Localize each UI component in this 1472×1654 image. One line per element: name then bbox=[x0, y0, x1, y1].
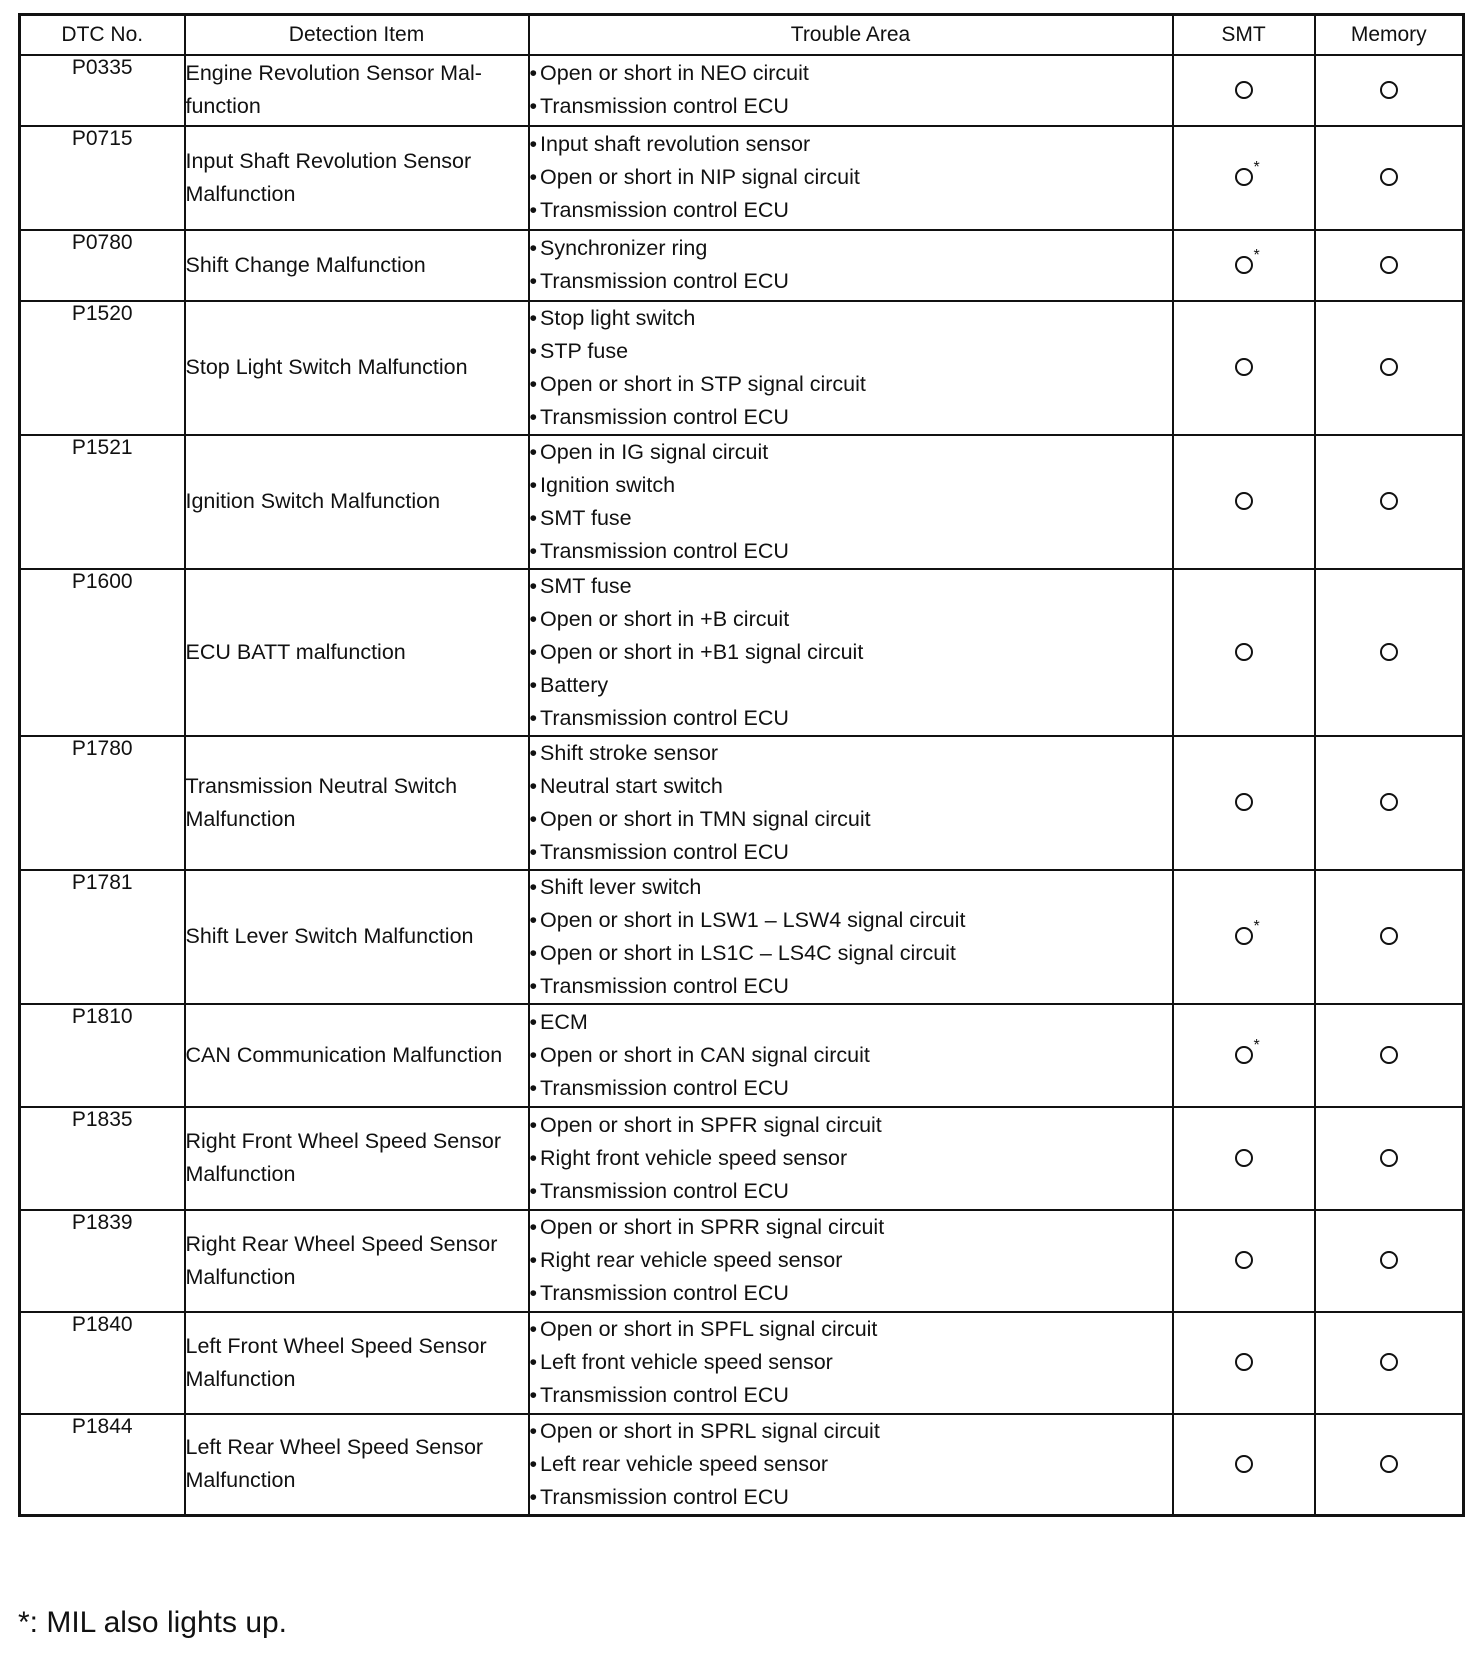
dtc-code: P1520 bbox=[20, 301, 185, 435]
trouble-area-item: • Transmission control ECU bbox=[530, 1175, 1172, 1208]
memory-cell bbox=[1315, 55, 1464, 126]
table-row bbox=[20, 1107, 1464, 1210]
detection-item: Engine Revolution Sensor Mal-function bbox=[185, 55, 529, 126]
trouble-area-item: • Open or short in LSW1 – LSW4 signal circuit bbox=[530, 904, 1172, 937]
circle-icon bbox=[1235, 793, 1253, 811]
smt-cell bbox=[1173, 1004, 1315, 1107]
trouble-area-item: • Right rear vehicle speed sensor bbox=[530, 1244, 1172, 1277]
trouble-area-item: • Transmission control ECU bbox=[530, 702, 1172, 735]
trouble-area-item: • Open or short in +B1 signal circuit bbox=[530, 636, 1172, 669]
trouble-area-item: • Stop light switch bbox=[530, 302, 1172, 335]
table-row bbox=[20, 301, 1464, 435]
header-smt: SMT bbox=[1173, 15, 1315, 55]
trouble-area-list bbox=[530, 570, 1172, 735]
smt-cell bbox=[1173, 55, 1315, 126]
trouble-area bbox=[529, 55, 1173, 126]
circle-icon bbox=[1380, 1455, 1398, 1473]
trouble-area-list bbox=[530, 1109, 1172, 1208]
trouble-area bbox=[529, 736, 1173, 870]
table-row bbox=[20, 1210, 1464, 1312]
detection-item: Left Rear Wheel Speed Sensor Malfunction bbox=[185, 1414, 529, 1516]
header-detection-item: Detection Item bbox=[185, 15, 529, 55]
detection-item: Ignition Switch Malfunction bbox=[185, 435, 529, 569]
memory-cell bbox=[1315, 870, 1464, 1004]
trouble-area-item: • Transmission control ECU bbox=[530, 90, 1172, 123]
circle-icon bbox=[1235, 168, 1253, 186]
table-row bbox=[20, 1004, 1464, 1107]
table-row bbox=[20, 126, 1464, 230]
memory-mark bbox=[1380, 1149, 1398, 1167]
dtc-code: P1840 bbox=[20, 1312, 185, 1414]
detection-item: CAN Communication Malfunction bbox=[185, 1004, 529, 1107]
circle-icon bbox=[1235, 643, 1253, 661]
smt-cell bbox=[1173, 870, 1315, 1004]
footnote: *: MIL also lights up. bbox=[18, 1606, 288, 1639]
circle-icon bbox=[1380, 492, 1398, 510]
smt-mark bbox=[1235, 1353, 1253, 1371]
trouble-area-item: • Transmission control ECU bbox=[530, 194, 1172, 227]
smt-mark bbox=[1235, 358, 1253, 376]
memory-mark bbox=[1380, 81, 1398, 99]
circle-icon bbox=[1380, 1046, 1398, 1064]
trouble-area-list bbox=[530, 1211, 1172, 1310]
mil-star-marker: * bbox=[1253, 159, 1260, 177]
circle-icon bbox=[1380, 643, 1398, 661]
memory-cell bbox=[1315, 230, 1464, 301]
dtc-code: P1781 bbox=[20, 870, 185, 1004]
circle-icon bbox=[1235, 1353, 1253, 1371]
memory-cell bbox=[1315, 569, 1464, 736]
trouble-area-list bbox=[530, 737, 1172, 869]
trouble-area-list bbox=[530, 436, 1172, 568]
trouble-area-list bbox=[530, 871, 1172, 1003]
smt-cell bbox=[1173, 435, 1315, 569]
trouble-area bbox=[529, 569, 1173, 736]
smt-cell bbox=[1173, 1414, 1315, 1516]
smt-cell bbox=[1173, 230, 1315, 301]
circle-icon bbox=[1235, 1455, 1253, 1473]
detection-item: Input Shaft Revolution Sensor Malfunction bbox=[185, 126, 529, 230]
circle-icon bbox=[1380, 793, 1398, 811]
circle-icon bbox=[1235, 1046, 1253, 1064]
circle-icon bbox=[1380, 256, 1398, 274]
detection-item: Transmission Neutral Switch Malfunction bbox=[185, 736, 529, 870]
memory-mark bbox=[1380, 492, 1398, 510]
detection-item: Shift Lever Switch Malfunction bbox=[185, 870, 529, 1004]
table-row bbox=[20, 870, 1464, 1004]
detection-item: ECU BATT malfunction bbox=[185, 569, 529, 736]
trouble-area bbox=[529, 1210, 1173, 1312]
memory-cell bbox=[1315, 126, 1464, 230]
trouble-area-item: • Open or short in NEO circuit bbox=[530, 57, 1172, 90]
detection-item: Stop Light Switch Malfunction bbox=[185, 301, 529, 435]
trouble-area-item: • Open or short in CAN signal circuit bbox=[530, 1039, 1172, 1072]
trouble-area-item: • Transmission control ECU bbox=[530, 1277, 1172, 1310]
trouble-area-item: • Open or short in +B circuit bbox=[530, 603, 1172, 636]
mil-star-marker: * bbox=[1253, 918, 1260, 936]
table-row bbox=[20, 55, 1464, 126]
memory-cell bbox=[1315, 301, 1464, 435]
trouble-area-item: • Open or short in SPFR signal circuit bbox=[530, 1109, 1172, 1142]
detection-item: Shift Change Malfunction bbox=[185, 230, 529, 301]
trouble-area bbox=[529, 1414, 1173, 1516]
smt-cell bbox=[1173, 569, 1315, 736]
memory-mark bbox=[1380, 643, 1398, 661]
table-row bbox=[20, 435, 1464, 569]
trouble-area-list bbox=[530, 1006, 1172, 1105]
trouble-area-item: • Neutral start switch bbox=[530, 770, 1172, 803]
table-row bbox=[20, 230, 1464, 301]
memory-mark bbox=[1380, 793, 1398, 811]
trouble-area-list bbox=[530, 232, 1172, 298]
dtc-code: P1810 bbox=[20, 1004, 185, 1107]
trouble-area-item: • SMT fuse bbox=[530, 502, 1172, 535]
smt-mark bbox=[1235, 1036, 1260, 1064]
memory-cell bbox=[1315, 1312, 1464, 1414]
circle-icon bbox=[1235, 256, 1253, 274]
memory-mark bbox=[1380, 1455, 1398, 1473]
memory-cell bbox=[1315, 736, 1464, 870]
trouble-area-item: • Transmission control ECU bbox=[530, 970, 1172, 1003]
trouble-area-item: • Ignition switch bbox=[530, 469, 1172, 502]
trouble-area-list bbox=[530, 1313, 1172, 1412]
trouble-area bbox=[529, 301, 1173, 435]
detection-item: Left Front Wheel Speed Sensor Malfunction bbox=[185, 1312, 529, 1414]
detection-item: Right Front Wheel Speed Sensor Malfunction bbox=[185, 1107, 529, 1210]
trouble-area-item: • Battery bbox=[530, 669, 1172, 702]
trouble-area-list bbox=[530, 57, 1172, 123]
mil-star-marker: * bbox=[1253, 246, 1260, 264]
trouble-area-item: • Transmission control ECU bbox=[530, 265, 1172, 298]
dtc-code: P0335 bbox=[20, 55, 185, 126]
circle-icon bbox=[1235, 927, 1253, 945]
trouble-area-item: • SMT fuse bbox=[530, 570, 1172, 603]
table-row bbox=[20, 1414, 1464, 1516]
memory-mark bbox=[1380, 168, 1398, 186]
table-row bbox=[20, 736, 1464, 870]
memory-mark bbox=[1380, 256, 1398, 274]
trouble-area-list bbox=[530, 1415, 1172, 1514]
mil-star-marker: * bbox=[1253, 1036, 1260, 1054]
trouble-area-item: • Open or short in NIP signal circuit bbox=[530, 161, 1172, 194]
trouble-area-item: • STP fuse bbox=[530, 335, 1172, 368]
circle-icon bbox=[1235, 492, 1253, 510]
trouble-area-item: • Transmission control ECU bbox=[530, 535, 1172, 568]
smt-mark bbox=[1235, 643, 1253, 661]
trouble-area-item: • Transmission control ECU bbox=[530, 1379, 1172, 1412]
smt-cell bbox=[1173, 1210, 1315, 1312]
trouble-area bbox=[529, 435, 1173, 569]
dtc-code: P1521 bbox=[20, 435, 185, 569]
memory-cell bbox=[1315, 1004, 1464, 1107]
header-dtc-no: DTC No. bbox=[20, 15, 185, 55]
dtc-table-body bbox=[20, 55, 1464, 1516]
trouble-area bbox=[529, 870, 1173, 1004]
trouble-area-item: • Shift lever switch bbox=[530, 871, 1172, 904]
memory-cell bbox=[1315, 1210, 1464, 1312]
trouble-area-item: • Open or short in SPFL signal circuit bbox=[530, 1313, 1172, 1346]
smt-mark bbox=[1235, 918, 1260, 945]
trouble-area bbox=[529, 1312, 1173, 1414]
dtc-code: P1600 bbox=[20, 569, 185, 736]
trouble-area-item: • Left rear vehicle speed sensor bbox=[530, 1448, 1172, 1481]
circle-icon bbox=[1380, 927, 1398, 945]
table-row bbox=[20, 569, 1464, 736]
circle-icon bbox=[1235, 1149, 1253, 1167]
trouble-area bbox=[529, 1004, 1173, 1107]
memory-cell bbox=[1315, 1107, 1464, 1210]
dtc-code: P1844 bbox=[20, 1414, 185, 1516]
dtc-table bbox=[18, 13, 1465, 1517]
circle-icon bbox=[1235, 358, 1253, 376]
memory-mark bbox=[1380, 358, 1398, 376]
trouble-area-item: • Synchronizer ring bbox=[530, 232, 1172, 265]
smt-cell bbox=[1173, 126, 1315, 230]
circle-icon bbox=[1235, 1251, 1253, 1269]
smt-mark bbox=[1235, 793, 1253, 811]
smt-mark bbox=[1235, 246, 1260, 274]
trouble-area-item: • Open or short in SPRR signal circuit bbox=[530, 1211, 1172, 1244]
trouble-area-item: • Transmission control ECU bbox=[530, 401, 1172, 434]
trouble-area-item: • Open or short in LS1C – LS4C signal circuit bbox=[530, 937, 1172, 970]
trouble-area-item: • Left front vehicle speed sensor bbox=[530, 1346, 1172, 1379]
table-row bbox=[20, 1312, 1464, 1414]
trouble-area-item: • Shift stroke sensor bbox=[530, 737, 1172, 770]
circle-icon bbox=[1380, 1353, 1398, 1371]
header-memory: Memory bbox=[1315, 15, 1464, 55]
smt-cell bbox=[1173, 736, 1315, 870]
memory-cell bbox=[1315, 1414, 1464, 1516]
header-row bbox=[20, 15, 1464, 55]
trouble-area-item: • Open or short in STP signal circuit bbox=[530, 368, 1172, 401]
trouble-area bbox=[529, 126, 1173, 230]
detection-item: Right Rear Wheel Speed Sensor Malfunction bbox=[185, 1210, 529, 1312]
header-trouble-area: Trouble Area bbox=[529, 15, 1173, 55]
trouble-area-item: • Transmission control ECU bbox=[530, 1481, 1172, 1514]
smt-mark bbox=[1235, 159, 1260, 186]
dtc-code: P1839 bbox=[20, 1210, 185, 1312]
circle-icon bbox=[1380, 358, 1398, 376]
smt-cell bbox=[1173, 1312, 1315, 1414]
memory-mark bbox=[1380, 927, 1398, 945]
dtc-code: P0780 bbox=[20, 230, 185, 301]
trouble-area bbox=[529, 1107, 1173, 1210]
smt-cell bbox=[1173, 301, 1315, 435]
smt-mark bbox=[1235, 81, 1253, 99]
trouble-area-item: • Open or short in TMN signal circuit bbox=[530, 803, 1172, 836]
trouble-area-list bbox=[530, 302, 1172, 434]
smt-mark bbox=[1235, 1149, 1253, 1167]
trouble-area-list bbox=[530, 128, 1172, 227]
memory-mark bbox=[1380, 1353, 1398, 1371]
trouble-area-item: • Transmission control ECU bbox=[530, 836, 1172, 869]
smt-mark bbox=[1235, 1455, 1253, 1473]
circle-icon bbox=[1380, 1149, 1398, 1167]
smt-mark bbox=[1235, 492, 1253, 510]
trouble-area-item: • Input shaft revolution sensor bbox=[530, 128, 1172, 161]
circle-icon bbox=[1235, 81, 1253, 99]
circle-icon bbox=[1380, 168, 1398, 186]
smt-cell bbox=[1173, 1107, 1315, 1210]
trouble-area-item: • Transmission control ECU bbox=[530, 1072, 1172, 1105]
circle-icon bbox=[1380, 81, 1398, 99]
trouble-area-item: • Right front vehicle speed sensor bbox=[530, 1142, 1172, 1175]
dtc-code: P1780 bbox=[20, 736, 185, 870]
trouble-area-item: • ECM bbox=[530, 1006, 1172, 1039]
dtc-code: P1835 bbox=[20, 1107, 185, 1210]
circle-icon bbox=[1380, 1251, 1398, 1269]
memory-mark bbox=[1380, 1046, 1398, 1064]
trouble-area bbox=[529, 230, 1173, 301]
memory-cell bbox=[1315, 435, 1464, 569]
trouble-area-item: • Open or short in SPRL signal circuit bbox=[530, 1415, 1172, 1448]
memory-mark bbox=[1380, 1251, 1398, 1269]
dtc-code: P0715 bbox=[20, 126, 185, 230]
smt-mark bbox=[1235, 1251, 1253, 1269]
trouble-area-item: • Open in IG signal circuit bbox=[530, 436, 1172, 469]
